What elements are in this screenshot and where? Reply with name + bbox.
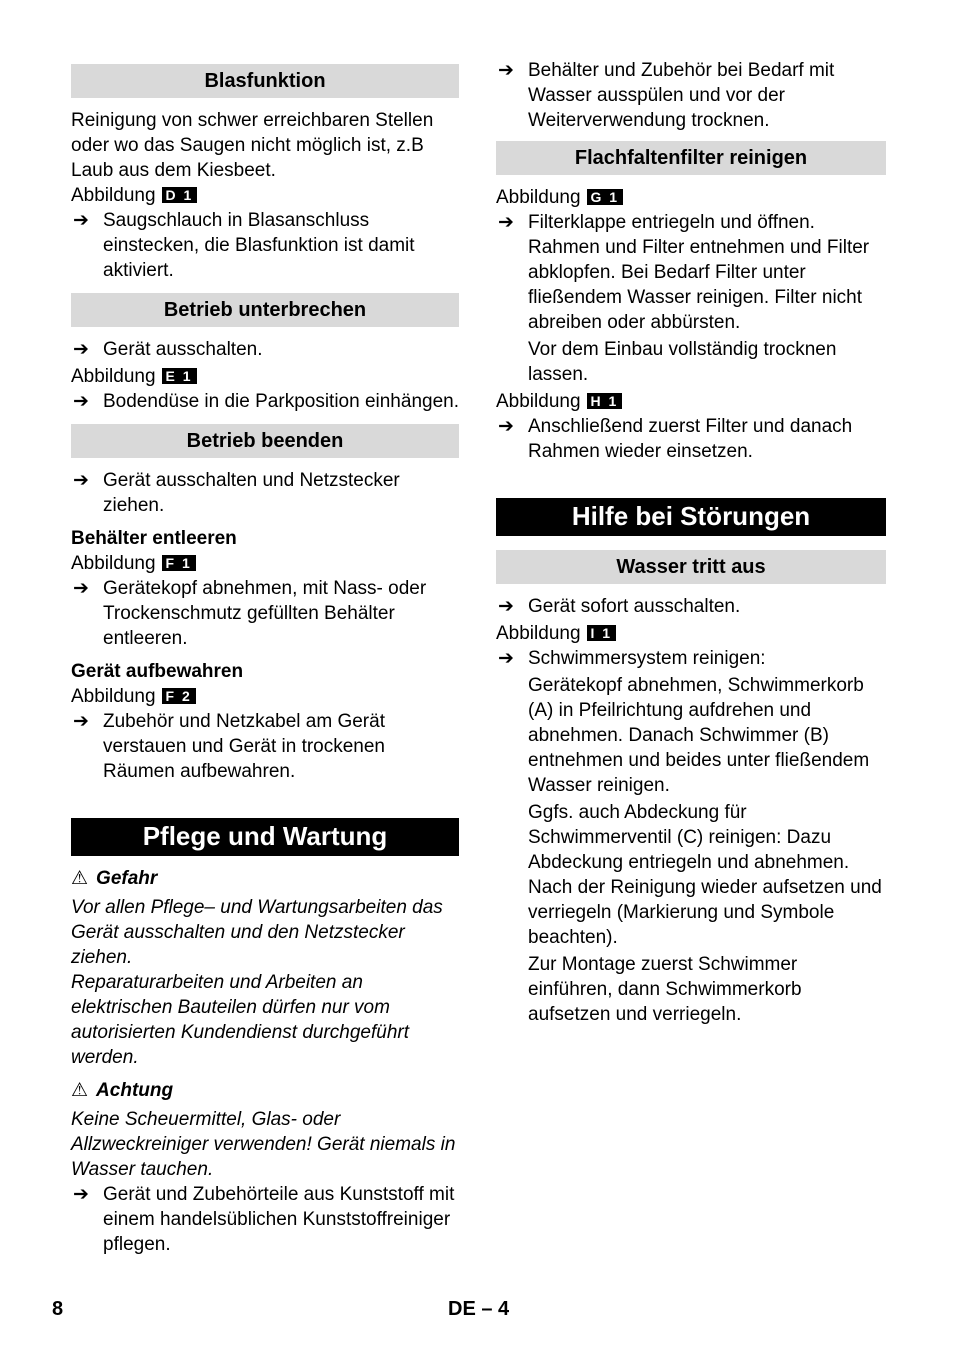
chapter-heading-hilfe-bei-stoerungen: Hilfe bei Störungen — [496, 498, 886, 536]
section-heading-betrieb-beenden: Betrieb beenden — [71, 424, 459, 458]
section-heading-wasser-tritt-aus: Wasser tritt aus — [496, 550, 886, 584]
arrow-right-icon: ➔ — [498, 416, 514, 437]
instruction-step — [71, 337, 459, 362]
step-text: Filterklappe entriegeln und öffnen. Rahmen und Filter entnehmen und Filter abklopfen. Bei Bedarf Filter unter fließendem Wasser reinigen. Filter nicht abreiben oder abbürsten. — [528, 212, 870, 333]
figure-badge: G 1 — [587, 189, 624, 205]
section-heading-blasfunktion: Blasfunktion — [71, 64, 459, 98]
figure-badge: F 2 — [162, 688, 196, 704]
step-text: Gerät sofort ausschalten. — [528, 596, 741, 617]
step-text: Schwimmersystem reinigen: — [528, 648, 766, 669]
step-text: Gerät ausschalten und Netzstecker ziehen. — [103, 470, 400, 516]
instruction-step — [71, 709, 459, 784]
warning-heading-gefahr — [71, 866, 459, 891]
figure-reference — [71, 364, 459, 389]
step-text: Gerät ausschalten. — [103, 339, 263, 360]
step-text: Gerät und Zubehörteile aus Kunststoff mit einem handelsüblichen Kunststoffreiniger pflegen. — [103, 1184, 455, 1255]
step-text: Gerätekopf abnehmen, mit Nass- oder Trockenschmutz gefüllten Behälter entleeren. — [103, 578, 427, 649]
step-text: Behälter und Zubehör bei Bedarf mit Wasser ausspülen und vor der Weiterverwendung trocknen. — [528, 60, 835, 131]
left-column — [71, 58, 459, 1257]
subheading-geraet-aufbewahren: Gerät aufbewahren — [71, 661, 244, 682]
continuation-text: Zur Montage zuerst Schwimmer einführen, dann Schwimmerkorb aufsetzen und verriegeln. — [528, 954, 802, 1025]
instruction-step — [496, 646, 886, 671]
arrow-right-icon: ➔ — [498, 648, 514, 669]
figure-label: Abbildung — [71, 553, 156, 574]
figure-badge: I 1 — [587, 625, 617, 641]
arrow-right-icon: ➔ — [498, 596, 514, 617]
warning-text: Reparaturarbeiten und Arbeiten an elektrischen Bauteilen dürfen nur vom autorisierten Kundendienst durchgeführt werden. — [71, 972, 410, 1068]
instruction-step — [496, 594, 886, 619]
arrow-right-icon: ➔ — [73, 578, 89, 599]
arrow-right-icon: ➔ — [73, 339, 89, 360]
figure-reference — [71, 183, 459, 208]
step-text: Saugschlauch in Blasanschluss einstecken, die Blasfunktion ist damit aktiviert. — [103, 210, 415, 281]
figure-badge: H 1 — [587, 393, 623, 409]
instruction-step — [496, 210, 886, 335]
figure-badge: E 1 — [162, 368, 197, 384]
arrow-right-icon: ➔ — [73, 1184, 89, 1205]
arrow-right-icon: ➔ — [73, 711, 89, 732]
step-text: Anschließend zuerst Filter und danach Rahmen wieder einsetzen. — [528, 416, 853, 462]
figure-badge: F 1 — [162, 555, 196, 571]
figure-reference — [496, 185, 886, 210]
figure-label: Abbildung — [496, 187, 581, 208]
instruction-step — [71, 389, 459, 414]
figure-label: Abbildung — [496, 391, 581, 412]
warning-heading-achtung — [71, 1078, 459, 1103]
instruction-step — [71, 468, 459, 518]
caution-text: Keine Scheuermittel, Glas- oder Allzweckreiniger verwenden! Gerät niemals in Wasser tauchen. — [71, 1109, 456, 1180]
page-reference: DE – 4 — [448, 1298, 510, 1320]
warning-title: Gefahr — [96, 868, 158, 889]
continuation-text: Ggfs. auch Abdeckung für Schwimmerventil (C) reinigen: Dazu Abdeckung entriegeln und abnehmen. Nach der Reinigung wieder aufsetzen und verriegeln (Markierung und Symbole beachten). — [528, 802, 882, 948]
instruction-step — [71, 1182, 459, 1257]
warning-triangle-icon: ⚠ — [71, 868, 89, 889]
arrow-right-icon: ➔ — [498, 60, 514, 81]
figure-label: Abbildung — [71, 686, 156, 707]
figure-reference — [496, 621, 886, 646]
step-text: Bodendüse in die Parkposition einhängen. — [103, 391, 459, 412]
chapter-heading-pflege-und-wartung: Pflege und Wartung — [71, 818, 459, 856]
arrow-right-icon: ➔ — [73, 470, 89, 491]
figure-reference — [71, 551, 459, 576]
arrow-right-icon: ➔ — [73, 210, 89, 231]
figure-reference — [496, 389, 886, 414]
instruction-step — [71, 576, 459, 651]
figure-label: Abbildung — [71, 185, 156, 206]
figure-label: Abbildung — [496, 623, 581, 644]
warning-title: Achtung — [96, 1080, 174, 1101]
blasfunktion-text: Reinigung von schwer erreichbaren Stellen oder wo das Saugen nicht möglich ist, z.B Laub aus dem Kiesbeet. — [71, 110, 434, 181]
continuation-text: Vor dem Einbau vollständig trocknen lassen. — [528, 339, 837, 385]
instruction-step — [496, 414, 886, 464]
instruction-step — [496, 58, 886, 133]
figure-reference — [71, 684, 459, 709]
figure-badge: D 1 — [162, 187, 198, 203]
page-number: 8 — [52, 1298, 64, 1320]
arrow-right-icon: ➔ — [73, 391, 89, 412]
warning-text: Vor allen Pflege– und Wartungsarbeiten das Gerät ausschalten und den Netzstecker ziehen. — [71, 897, 443, 968]
instruction-step — [71, 208, 459, 283]
step-text: Zubehör und Netzkabel am Gerät verstauen und Gerät in trockenen Räumen aufbewahren. — [103, 711, 386, 782]
section-heading-betrieb-unterbrechen: Betrieb unterbrechen — [71, 293, 459, 327]
figure-label: Abbildung — [71, 366, 156, 387]
section-heading-flachfaltenfilter: Flachfaltenfilter reinigen — [496, 141, 886, 175]
right-column — [496, 58, 886, 1027]
arrow-right-icon: ➔ — [498, 212, 514, 233]
continuation-text: Gerätekopf abnehmen, Schwimmerkorb (A) in Pfeilrichtung aufdrehen und abnehmen. Danach Schwimmer (B) entnehmen und beides unter fließendem Wasser reinigen. — [528, 675, 870, 796]
subheading-behaelter-entleeren: Behälter entleeren — [71, 528, 237, 549]
warning-triangle-icon: ⚠ — [71, 1080, 89, 1101]
